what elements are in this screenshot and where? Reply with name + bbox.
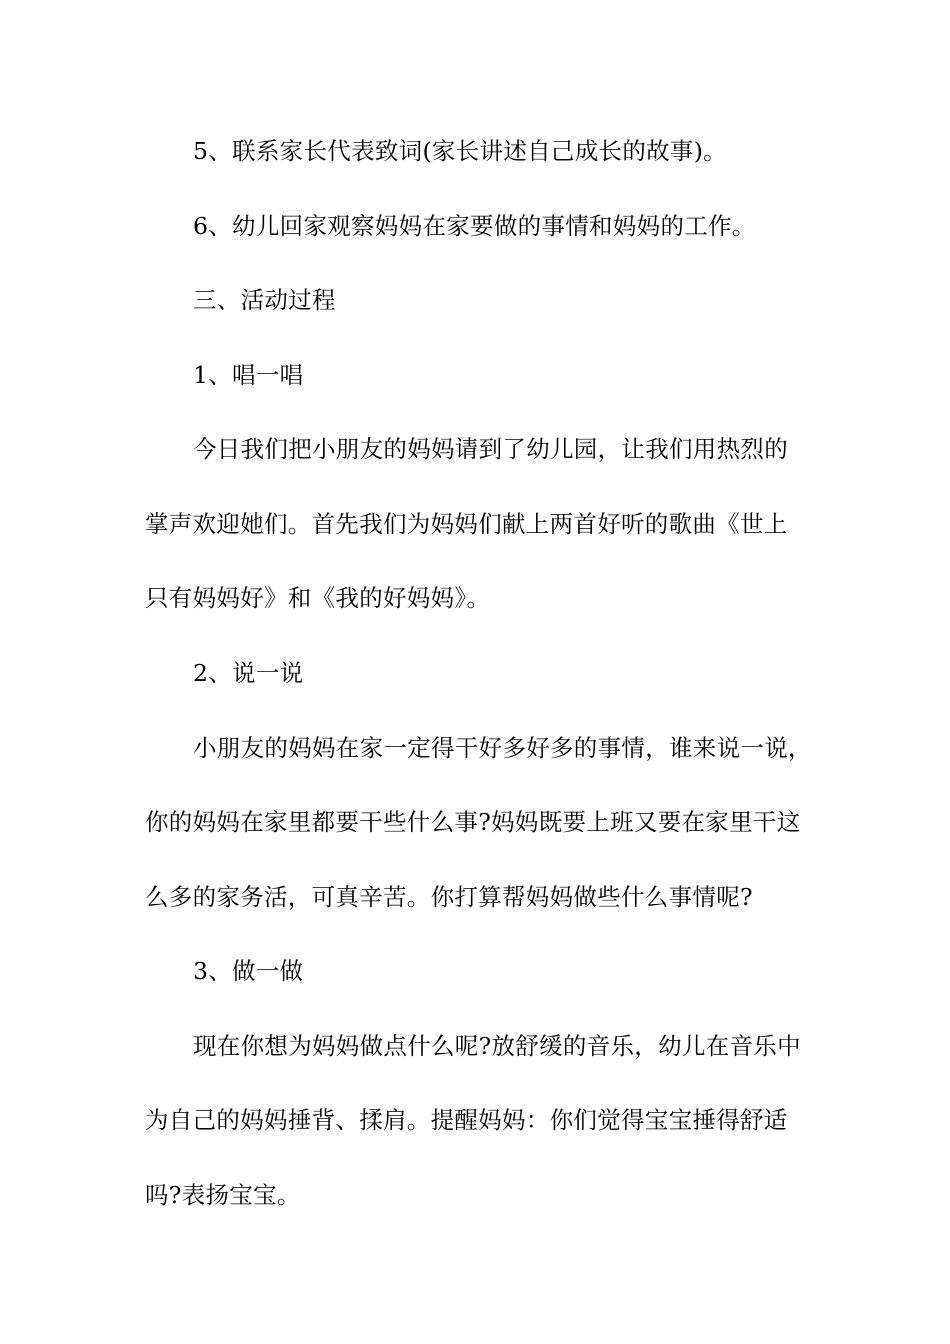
paragraph-line: 吗?表扬宝宝。 <box>145 1181 301 1209</box>
paragraph-line: 只有妈妈好》和《我的好妈妈》。 <box>145 584 491 612</box>
list-item-5: 5、联系家长代表致词(家长讲述自己成长的故事)。 <box>193 137 727 165</box>
paragraph-line: 你的妈妈在家里都要干些什么事?妈妈既要上班又要在家里干这 <box>145 808 801 836</box>
section-heading: 三、活动过程 <box>193 286 336 314</box>
paragraph-line: 么多的家务活，可真辛苦。你打算帮妈妈做些什么事情呢? <box>145 883 753 911</box>
subheading-do: 3、做一做 <box>193 957 304 985</box>
paragraph-line: 为自己的妈妈捶背、揉肩。提醒妈妈：你们觉得宝宝捶得舒适 <box>145 1106 788 1134</box>
paragraph-line: 现在你想为妈妈做点什么呢?放舒缓的音乐，幼儿在音乐中 <box>193 1032 801 1060</box>
paragraph-line: 今日我们把小朋友的妈妈请到了幼儿园，让我们用热烈的 <box>193 435 788 463</box>
subheading-talk: 2、说一说 <box>193 659 304 687</box>
paragraph-line: 小朋友的妈妈在家一定得干好多好多的事情，谁来说一说， <box>193 734 812 762</box>
subheading-sing: 1、唱一唱 <box>193 361 304 389</box>
list-item-6: 6、幼儿回家观察妈妈在家要做的事情和妈妈的工作。 <box>193 212 756 240</box>
paragraph-line: 掌声欢迎她们。首先我们为妈妈们献上两首好听的歌曲《世上 <box>145 510 788 538</box>
